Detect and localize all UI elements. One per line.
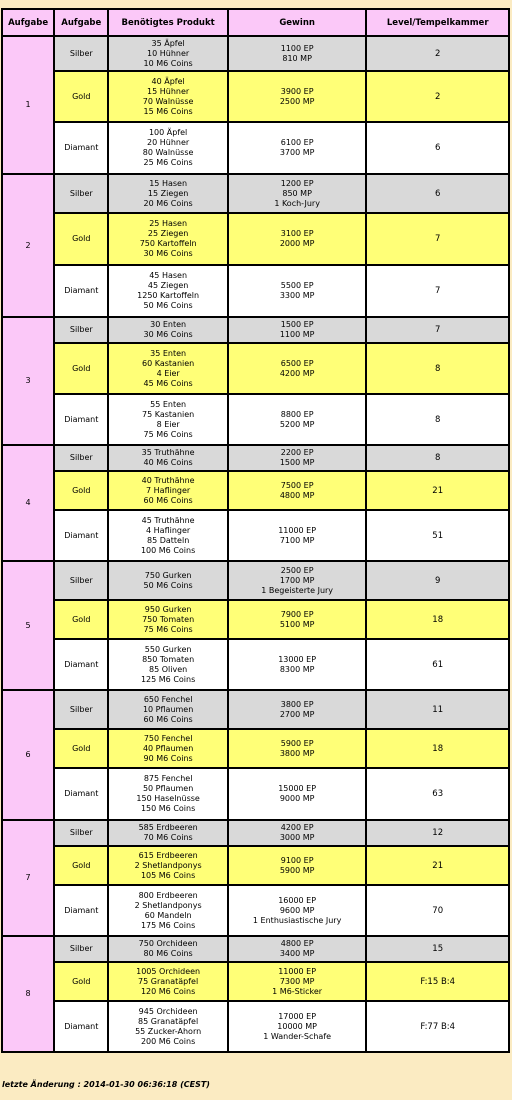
reward-line: 1100 MP: [279, 330, 315, 339]
tier-cell: Silber: [55, 691, 107, 728]
task-number: 4: [3, 446, 53, 560]
product-line: 40 M6 Coins: [143, 458, 193, 467]
table-row: [3, 266, 508, 316]
product-cell: [109, 821, 226, 845]
tier-cell: Gold: [55, 214, 107, 264]
product-line: 35 Enten: [150, 348, 187, 358]
table-row: [3, 963, 508, 1000]
product-line: 85 Oliven: [149, 664, 188, 674]
level-cell: 2: [367, 37, 508, 70]
tier-cell: Gold: [55, 963, 107, 1000]
level-cell: 18: [367, 601, 508, 638]
product-line: 650 Fenchel: [143, 694, 193, 704]
reward-cell: [229, 1002, 366, 1051]
reward-cell: [229, 472, 366, 509]
product-line: 10 Hühner: [147, 48, 190, 58]
reward-line: 1 Koch-Jury: [274, 198, 320, 208]
product-line: 15 M6 Coins: [143, 106, 193, 116]
product-line: 45 M6 Coins: [143, 378, 193, 388]
product-line: 50 Pflaumen: [142, 784, 194, 793]
reward-line: 1500 EP: [280, 320, 314, 329]
table-row: [3, 601, 508, 638]
tier-cell: Silber: [55, 318, 107, 342]
table-row: [3, 847, 508, 884]
reward-line: 3400 MP: [279, 949, 315, 958]
reward-cell: [229, 123, 366, 173]
product-cell: [109, 886, 226, 935]
product-line: 30 M6 Coins: [143, 330, 193, 339]
table-row: [3, 821, 508, 845]
level-cell: 12: [367, 821, 508, 845]
reward-line: 7500 EP: [280, 480, 314, 490]
product-line: 7 Haflinger: [146, 485, 191, 495]
header-task-number: Aufgabe: [3, 10, 53, 35]
reward-cell: [229, 937, 366, 961]
reward-line: 7300 MP: [279, 976, 315, 986]
reward-line: 8800 EP: [280, 409, 314, 419]
product-cell: [109, 937, 226, 961]
product-cell: [109, 1002, 226, 1051]
product-cell: [109, 37, 226, 70]
task-table: [1, 8, 510, 1053]
reward-line: 7100 MP: [279, 535, 315, 545]
level-cell: F:77 B:4: [367, 1002, 508, 1051]
product-line: 750 Orchideen: [138, 939, 198, 948]
reward-line: 9000 MP: [279, 794, 315, 803]
task-number: 3: [3, 318, 53, 444]
tier-cell: Diamant: [55, 266, 107, 316]
product-line: 8 Eier: [156, 419, 180, 429]
product-line: 30 M6 Coins: [143, 249, 193, 258]
level-cell: 11: [367, 691, 508, 728]
reward-cell: [229, 266, 366, 316]
table-row: [3, 937, 508, 961]
table-row: [3, 769, 508, 819]
reward-line: 4800 MP: [279, 490, 315, 500]
level-cell: 61: [367, 640, 508, 689]
tier-cell: Diamant: [55, 886, 107, 935]
header-reward: Gewinn: [229, 10, 366, 35]
product-line: 100 M6 Coins: [140, 545, 196, 555]
product-line: 15 Hasen: [149, 178, 188, 188]
product-line: 50 M6 Coins: [143, 580, 193, 590]
reward-line: 6100 EP: [280, 138, 314, 147]
product-line: 55 Zucker-Ahorn: [135, 1026, 202, 1036]
reward-cell: [229, 821, 366, 845]
tier-cell: Silber: [55, 562, 107, 599]
level-cell: 63: [367, 769, 508, 819]
product-cell: [109, 562, 226, 599]
level-cell: 6: [367, 123, 508, 173]
product-line: 70 Walnüsse: [142, 96, 194, 106]
product-line: 100 Äpfel: [148, 128, 188, 137]
product-line: 15 Ziegen: [147, 188, 189, 198]
tier-cell: Diamant: [55, 769, 107, 819]
level-cell: 51: [367, 511, 508, 560]
reward-line: 3700 MP: [279, 148, 315, 157]
reward-cell: [229, 640, 366, 689]
product-line: 75 Granatäpfel: [138, 976, 199, 986]
product-line: 150 M6 Coins: [140, 804, 196, 813]
product-line: 60 Mandeln: [144, 910, 192, 920]
reward-cell: [229, 963, 366, 1000]
product-line: 875 Fenchel: [143, 774, 193, 783]
product-line: 10 Pflaumen: [142, 704, 194, 714]
product-cell: [109, 640, 226, 689]
product-line: 85 Granatäpfel: [138, 1016, 199, 1026]
product-line: 75 Kastanien: [142, 409, 195, 419]
task-number: 2: [3, 175, 53, 316]
reward-line: 4200 EP: [280, 823, 314, 832]
task-number: 1: [3, 37, 53, 173]
table-row: [3, 318, 508, 342]
reward-line: 850 MP: [282, 188, 312, 198]
reward-line: 1 M6-Sticker: [272, 986, 323, 996]
product-line: 750 Fenchel: [143, 733, 193, 743]
reward-line: 9600 MP: [279, 905, 315, 915]
product-line: 80 M6 Coins: [143, 949, 193, 958]
tier-cell: Silber: [55, 37, 107, 70]
reward-line: 2700 MP: [279, 709, 315, 719]
product-cell: [109, 472, 226, 509]
product-cell: [109, 963, 226, 1000]
table-row: [3, 395, 508, 444]
reward-cell: [229, 175, 366, 212]
product-line: 850 Tomaten: [142, 654, 195, 664]
product-line: 945 Orchideen: [138, 1006, 198, 1016]
level-cell: 21: [367, 847, 508, 884]
reward-cell: [229, 318, 366, 342]
header-product: Benötigtes Produkt: [109, 10, 226, 35]
reward-line: 5500 EP: [280, 281, 314, 290]
product-line: 55 Enten: [150, 399, 187, 409]
product-line: 25 Hasen: [149, 219, 188, 228]
product-line: 30 Enten: [150, 320, 187, 329]
product-line: 40 Pflaumen: [142, 743, 194, 753]
level-cell: 8: [367, 395, 508, 444]
product-line: 750 Tomaten: [142, 614, 195, 624]
level-cell: 7: [367, 266, 508, 316]
tier-cell: Silber: [55, 821, 107, 845]
reward-line: 5200 MP: [279, 419, 315, 429]
tier-cell: Gold: [55, 601, 107, 638]
product-line: 50 M6 Coins: [143, 301, 193, 310]
reward-cell: [229, 691, 366, 728]
product-line: 60 M6 Coins: [143, 495, 193, 505]
product-line: 105 M6 Coins: [140, 870, 196, 880]
header-level: Level/Tempelkammer: [367, 10, 508, 35]
tier-cell: Diamant: [55, 640, 107, 689]
product-line: 40 Äpfel: [151, 76, 185, 86]
product-cell: [109, 72, 226, 121]
last-modified-note: letzte Änderung : 2014-01-30 06:36:18 (CEST): [2, 1080, 210, 1089]
product-line: 45 Truthähne: [141, 515, 195, 525]
reward-line: 5900 EP: [280, 738, 314, 748]
product-line: 45 Hasen: [149, 271, 188, 280]
reward-line: 3900 EP: [280, 86, 314, 96]
reward-line: 1 Wander-Schafe: [263, 1031, 332, 1041]
reward-line: 9100 EP: [280, 855, 314, 865]
product-line: 80 Walnüsse: [142, 148, 194, 157]
level-cell: 70: [367, 886, 508, 935]
tier-cell: Gold: [55, 472, 107, 509]
tier-cell: Diamant: [55, 1002, 107, 1051]
table-row: [3, 344, 508, 393]
reward-line: 3800 MP: [279, 748, 315, 758]
reward-cell: [229, 344, 366, 393]
reward-line: 16000 EP: [278, 895, 317, 905]
reward-cell: [229, 730, 366, 767]
level-cell: 7: [367, 318, 508, 342]
product-line: 2 Shetlandponys: [134, 900, 202, 910]
tier-cell: Gold: [55, 72, 107, 121]
product-line: 125 M6 Coins: [140, 674, 196, 684]
reward-cell: [229, 72, 366, 121]
reward-cell: [229, 446, 366, 470]
reward-cell: [229, 511, 366, 560]
reward-line: 2500 MP: [279, 96, 315, 106]
reward-cell: [229, 769, 366, 819]
reward-line: 1 Enthusiastische Jury: [252, 915, 342, 925]
level-cell: F:15 B:4: [367, 963, 508, 1000]
product-cell: [109, 847, 226, 884]
reward-line: 1200 EP: [280, 178, 314, 188]
product-line: 35 Truthähne: [141, 448, 195, 457]
product-line: 1005 Orchideen: [136, 966, 201, 976]
product-line: 35 Äpfel: [151, 38, 185, 48]
level-cell: 7: [367, 214, 508, 264]
reward-line: 3800 EP: [280, 699, 314, 709]
table-row: [3, 37, 508, 70]
product-line: 75 M6 Coins: [143, 429, 193, 439]
reward-line: 3300 MP: [279, 291, 315, 300]
reward-line: 15000 EP: [278, 784, 317, 793]
level-cell: 8: [367, 446, 508, 470]
product-line: 800 Erdbeeren: [138, 890, 198, 900]
product-line: 75 M6 Coins: [143, 624, 193, 634]
table-row: [3, 886, 508, 935]
table-row: [3, 446, 508, 470]
tier-cell: Gold: [55, 847, 107, 884]
product-cell: [109, 395, 226, 444]
reward-line: 11000 EP: [278, 525, 317, 535]
table-row: [3, 691, 508, 728]
reward-cell: [229, 214, 366, 264]
product-cell: [109, 601, 226, 638]
product-line: 10 M6 Coins: [143, 58, 193, 68]
product-cell: [109, 691, 226, 728]
tier-cell: Diamant: [55, 123, 107, 173]
reward-line: 1500 MP: [279, 458, 315, 467]
tier-cell: Gold: [55, 730, 107, 767]
product-line: 25 Ziegen: [147, 229, 189, 238]
product-line: 4 Haflinger: [146, 525, 191, 535]
tier-cell: Diamant: [55, 511, 107, 560]
reward-cell: [229, 37, 366, 70]
tier-cell: Silber: [55, 937, 107, 961]
table-row: [3, 214, 508, 264]
reward-line: 10000 MP: [277, 1021, 317, 1031]
product-cell: [109, 446, 226, 470]
reward-line: 3100 EP: [280, 229, 314, 238]
task-number: 7: [3, 821, 53, 935]
level-cell: 2: [367, 72, 508, 121]
product-cell: [109, 123, 226, 173]
product-line: 950 Gurken: [144, 604, 192, 614]
reward-line: 13000 EP: [278, 654, 317, 664]
product-line: 585 Erdbeeren: [138, 823, 198, 832]
reward-line: 2000 MP: [279, 239, 315, 248]
product-cell: [109, 511, 226, 560]
reward-line: 2500 EP: [280, 565, 314, 575]
header-row: [3, 10, 508, 35]
reward-line: 7900 EP: [280, 609, 314, 619]
product-line: 25 M6 Coins: [143, 158, 193, 167]
product-line: 2 Shetlandponys: [134, 860, 202, 870]
product-line: 90 M6 Coins: [143, 753, 193, 763]
table-row: [3, 511, 508, 560]
level-cell: 8: [367, 344, 508, 393]
task-number: 8: [3, 937, 53, 1051]
product-line: 1250 Kartoffeln: [137, 291, 200, 300]
level-cell: 9: [367, 562, 508, 599]
reward-line: 1 Begeisterte Jury: [261, 585, 334, 595]
level-cell: 21: [367, 472, 508, 509]
reward-line: 3000 MP: [279, 833, 315, 842]
table-row: [3, 640, 508, 689]
level-cell: 6: [367, 175, 508, 212]
product-cell: [109, 175, 226, 212]
reward-line: 5100 MP: [279, 619, 315, 629]
reward-line: 5900 MP: [279, 865, 315, 875]
product-line: 15 Hühner: [147, 86, 190, 96]
product-line: 45 Ziegen: [147, 281, 189, 290]
product-line: 120 M6 Coins: [140, 986, 196, 996]
product-line: 150 Haselnüsse: [136, 794, 200, 803]
product-line: 750 Kartoffeln: [139, 239, 197, 248]
product-line: 4 Eier: [156, 368, 180, 378]
table-row: [3, 123, 508, 173]
level-cell: 15: [367, 937, 508, 961]
reward-line: 1100 EP: [280, 43, 314, 53]
reward-cell: [229, 847, 366, 884]
product-line: 750 Gurken: [144, 570, 192, 580]
product-cell: [109, 318, 226, 342]
tier-cell: Silber: [55, 446, 107, 470]
reward-line: 17000 EP: [278, 1011, 317, 1021]
product-cell: [109, 344, 226, 393]
table-row: [3, 472, 508, 509]
reward-line: 4800 EP: [280, 939, 314, 948]
level-cell: 18: [367, 730, 508, 767]
task-number: 5: [3, 562, 53, 689]
product-cell: [109, 730, 226, 767]
tier-cell: Gold: [55, 344, 107, 393]
table-row: [3, 562, 508, 599]
reward-cell: [229, 562, 366, 599]
reward-line: 810 MP: [282, 53, 312, 63]
product-line: 60 Kastanien: [142, 358, 195, 368]
product-line: 550 Gurken: [144, 644, 192, 654]
product-line: 20 Hühner: [147, 138, 190, 147]
reward-line: 11000 EP: [278, 966, 317, 976]
product-line: 70 M6 Coins: [143, 833, 193, 842]
product-line: 60 M6 Coins: [143, 714, 193, 724]
reward-line: 2200 EP: [280, 448, 314, 457]
reward-line: 6500 EP: [280, 358, 314, 368]
table-row: [3, 1002, 508, 1051]
product-line: 175 M6 Coins: [140, 920, 196, 930]
tier-cell: Silber: [55, 175, 107, 212]
reward-cell: [229, 395, 366, 444]
reward-line: 1700 MP: [279, 575, 315, 585]
product-line: 85 Datteln: [146, 535, 190, 545]
product-cell: [109, 266, 226, 316]
table-row: [3, 175, 508, 212]
header-task-tier: Aufgabe: [55, 10, 107, 35]
table-row: [3, 730, 508, 767]
reward-line: 8300 MP: [279, 664, 315, 674]
task-number: 6: [3, 691, 53, 819]
product-line: 200 M6 Coins: [140, 1036, 196, 1046]
product-line: 40 Truthähne: [141, 475, 195, 485]
product-line: 20 M6 Coins: [143, 198, 193, 208]
reward-line: 4200 MP: [279, 368, 315, 378]
product-cell: [109, 769, 226, 819]
tier-cell: Diamant: [55, 395, 107, 444]
product-cell: [109, 214, 226, 264]
reward-cell: [229, 601, 366, 638]
product-line: 615 Erdbeeren: [138, 850, 198, 860]
table-row: [3, 72, 508, 121]
reward-cell: [229, 886, 366, 935]
